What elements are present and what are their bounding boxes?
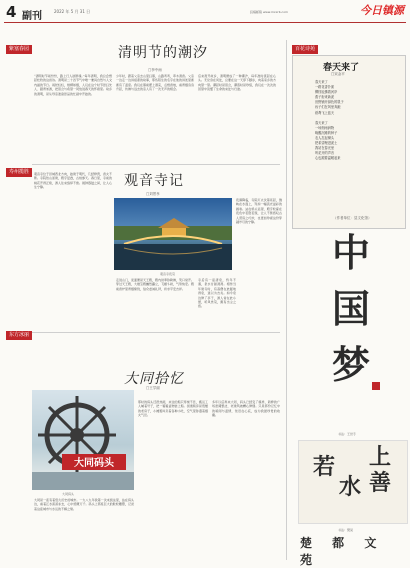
poem-author: □宋金平	[331, 72, 345, 76]
poem-line: 我站在春光里	[315, 146, 335, 151]
calligraphy-char: 国	[331, 286, 370, 331]
essay2-col2: 走进山门，迎面便是天王殿，殿内供奉弥勒佛，笑口常开。穿过天王殿，大雄宝殿巍然矗立，飞檐斗拱，气势恢宏。殿前香炉里青烟缭绕，信众虔诚礼拜，祈求平安吉祥。	[116, 278, 194, 291]
dock-photo-caption: 大同码头	[62, 492, 75, 496]
essay3-title: 大同拾忆	[124, 371, 184, 387]
calligraphy-char: 善	[369, 470, 392, 496]
poem-line: 农人扛起锄头	[315, 136, 335, 141]
essay1-col3: 后来离开故乡，清明便成了一种潮汐，每年准时涨起在心头。无论身在何处，总要在这一天停下脚步，向着家乡的方向望一望。潮起时是思念，潮落时是珍惜，我们在一次次的回望中读懂了生命的来处与归途。	[198, 74, 276, 92]
poem-line: 柳枝轻拂着河岸	[315, 90, 338, 95]
section-name: 副刊	[22, 11, 42, 22]
column-divider	[286, 40, 287, 560]
poem-line: 田野铺开绿色的毯子	[315, 100, 344, 105]
header-rule	[4, 22, 406, 23]
temple-night-photo	[114, 198, 232, 270]
issue-date: 2022 年 5 月 31 日	[54, 9, 91, 14]
calligraphy-char: 梦	[331, 342, 370, 387]
essay3-author: □王学丽	[146, 386, 160, 390]
red-seal	[372, 382, 380, 390]
poem-line: 孩子们在风里奔跑	[315, 105, 341, 110]
section-tag-2: 寿州揽胜	[6, 168, 32, 177]
poem-line: 唤醒沉睡的种子	[315, 130, 338, 135]
essay1-col2: 少年时，跟着父亲去山里扫墓，山路弯弯，草木清香。父亲一边走一边讲祖辈的故事，那些陌生的名字在他的讲述里渐渐有了温度。我们在墓前摆上酒菜，点燃香烛，看青烟袅袅升起，仿佛与远去的亲人有了一次无声的相会。	[116, 74, 194, 92]
essay2-col4: 夜幕降临，寺院灯火次第亮起，倒映在水面上，宛如一幅流光溢彩的画卷。站在桥头远望，殿宇轮廓在夜色中若隐若现，让人不禁感叹古人营造之巧妙，也更加珍视这份穿越岁月的宁静。	[236, 198, 282, 225]
poem-box	[292, 55, 406, 229]
essay2-title: 观音寺记	[124, 173, 184, 189]
essay2-author: □刘景孝	[146, 192, 160, 196]
temple-photo-caption: 观音寺夜景	[160, 272, 176, 276]
section-tag-1: 紫塞春园	[6, 45, 32, 54]
poem-title: 春天来了	[323, 63, 360, 73]
section-tag-3: 东方冰丽	[6, 331, 32, 340]
calligraphy-china-dream	[306, 232, 396, 404]
essay3-col3: 多年以后再来大同，码头已经变了模样，新修的广场宽阔整洁，老建筑被精心修缮。只是那份记忆中的喧闹与温情，依旧在心底，成为我最珍贵的收藏。	[212, 400, 280, 418]
editor-info: 投稿邮箱 www.mxxrb.com	[250, 10, 288, 14]
poem-line: 纸鸢飞上蓝天	[315, 110, 335, 115]
calligraphy-caption-2: 书法：樊昊	[338, 528, 354, 532]
essay2-col3: 寺后有一泓清泉，终年不涸，泉水甘甜清冽。相传当年建寺时，有高僧在此掘地得泉，遂以为吉兆。如今泉边修了亭子，游人常在此小憩，听风赏景，颇有出尘之感。	[198, 278, 236, 309]
poem-line: 春天来了	[315, 80, 328, 84]
divider	[32, 164, 280, 165]
ship-wheel-illustration	[32, 390, 134, 490]
calligraphy-char: 上	[369, 444, 392, 470]
poem-line: 心也跟着温暖起来	[315, 156, 341, 161]
poem-line: 把希望埋进泥土	[315, 141, 338, 146]
poem-footer: （作者单位：县文化馆）	[333, 216, 372, 220]
calligraphy-caption: 书法：王世专	[338, 432, 357, 436]
svg-text:大同码头: 大同码头	[74, 458, 114, 469]
poem-line: 春天来了	[315, 120, 328, 125]
poem-line: 燕子衔来新泥	[315, 95, 335, 100]
newspaper-logo: 今日镇源	[360, 4, 404, 17]
page-number: 4	[6, 3, 17, 21]
essay2-col1: 观音寺位于县城西北方向，始建于明代，几经修葺，香火不断。寺院依山而建，殿宇层叠，古柏参天。春日里，寺前的桃花开得正艳，游人往来络绎不绝。晨钟暮鼓之间，让人心生宁静。	[34, 172, 112, 190]
dock-photo	[32, 390, 134, 490]
calligraphy-water	[298, 440, 408, 524]
poem-line: 一场细雨润物	[315, 125, 335, 130]
temple-night-illustration	[114, 198, 232, 270]
divider	[32, 332, 280, 333]
masthead	[0, 0, 410, 22]
poem-line: 听花开的声音	[315, 151, 335, 156]
column-footer-brand: 楚 都 文 苑	[300, 536, 385, 567]
essay1-col1: “清明时节雨纷纷，路上行人欲断魂。”每年清明，我总会想起杜牧的这首诗。清明是二十四节气中唯一兼具自然与人文内涵的节日。雨丝轻轻，细柳如烟，人们在这个时节祭扫先人、踏青郊游，把思念与希望一同放进春天的怀抱里。故乡的清明，是从母亲准备祭品的忙碌中开始的。	[34, 74, 112, 96]
poem-line: 一路花香扑面	[315, 85, 335, 90]
poem-lines	[315, 80, 344, 162]
calligraphy-char: 若	[313, 454, 336, 480]
calligraphy-char: 中	[331, 230, 370, 275]
essay1-title: 清明节的潮汐	[118, 45, 208, 61]
calligraphy-char: 水	[339, 474, 362, 500]
essay3-col2: 那时的码头还很热闹，来往的船只穿梭不息，搬运工人喊着号子，把一箱箱货物装上船。街道两旁是低矮的老房子，小摊贩叫卖着各种小吃，空气里弥漫着烟火气息。	[138, 400, 208, 418]
essay1-author: □李中雨	[148, 68, 162, 72]
essay3-col1: 大同是一座有着悠久历史的城市。一九八九年我第一次来到这里，站在码头边，看着江水滚滚东去，心中感慨万千。码头上那座巨大的舵轮雕塑，记录着这座城市与水运的不解之缘。	[34, 498, 134, 511]
poem-tag: 百花诗苑	[292, 45, 318, 54]
